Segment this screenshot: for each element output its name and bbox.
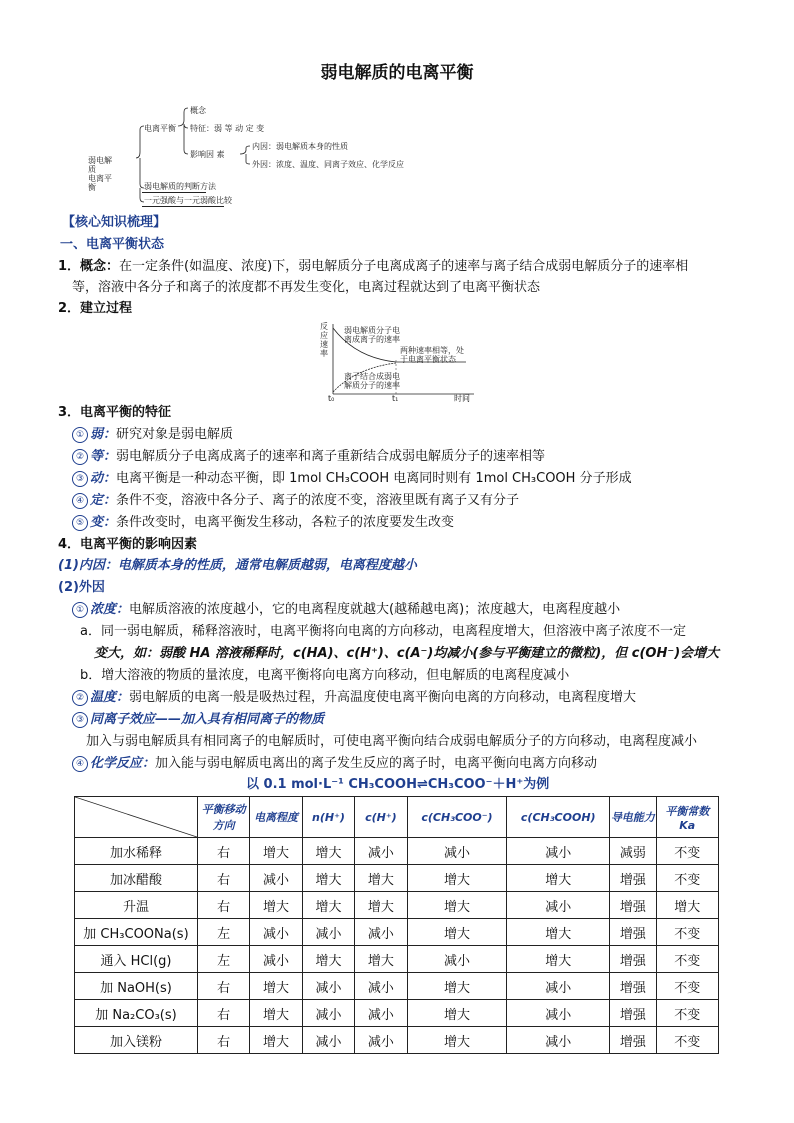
feature-4: ④ 定：条件不变，溶液中各分子、离子的浓度不变，溶液里既有离子又有分子 xyxy=(72,492,519,510)
dilution-line-b: b．增大溶液的物质的量浓度，电离平衡将向电离方向移动，但电解质的电离程度减小 xyxy=(80,668,570,683)
features-heading: 3．电离平衡的特征 xyxy=(58,405,172,420)
table-row xyxy=(75,1000,719,1027)
mind-map xyxy=(80,100,400,210)
table-cell: 减小 xyxy=(407,838,507,865)
mindmap-root: 弱电解质 电离平衡 xyxy=(88,156,112,192)
table-cell: 右 xyxy=(197,1027,249,1054)
table-cell: 减小 xyxy=(507,973,610,1000)
graph-curve1-label: 弱电解质分子电离成离子的速率 xyxy=(344,326,400,344)
table-cell: 不变 xyxy=(656,973,719,1000)
feature-3: ③ 动：电离平衡是一种动态平衡，即 1mol CH₃COOH 电离同时则有 1mol CH₃COOH 分子形成 xyxy=(72,470,632,488)
table-cell: 不变 xyxy=(656,865,719,892)
table-cell: 增大 xyxy=(407,865,507,892)
table-header: c(H⁺) xyxy=(355,797,407,838)
table-row xyxy=(75,1027,719,1054)
table-cell: 减小 xyxy=(507,838,610,865)
row-condition-cell: 加 Na₂CO₃(s) xyxy=(75,1000,198,1027)
graph-xlabel: 时间 xyxy=(454,394,470,403)
table-cell: 不变 xyxy=(656,946,719,973)
inner-factor: (1)内因：电解质本身的性质，通常电解质越弱，电离程度越小 xyxy=(58,558,417,573)
table-row xyxy=(75,973,719,1000)
table-cell: 增大 xyxy=(407,1000,507,1027)
table-row xyxy=(75,865,719,892)
table-cell: 减小 xyxy=(507,1000,610,1027)
mindmap-outer: 外因：浓度、温度、同离子效应、化学反应 xyxy=(252,160,404,169)
row-condition-cell: 通入 HCl(g) xyxy=(75,946,198,973)
table-cell: 增大 xyxy=(250,1027,302,1054)
table-header: 电离程度 xyxy=(250,797,302,838)
table-cell: 左 xyxy=(197,919,249,946)
reaction-line: ④ 化学反应：加入能与弱电解质电离出的离子发生反应的离子时，电离平衡向电离方向移动 xyxy=(72,755,597,773)
table-cell: 增大 xyxy=(656,892,719,919)
common-ion-line: ③ 同离子效应——加入具有相同离子的物质 xyxy=(72,711,324,729)
table-header: n(H⁺) xyxy=(302,797,354,838)
table-header: 导电能力 xyxy=(610,797,656,838)
table-header: c(CH₃COOH) xyxy=(507,797,610,838)
temperature-line: ② 温度：弱电解质的电离一般是吸热过程，升高温度使电离平衡向电离的方向移动，电离程度增大 xyxy=(72,689,636,707)
table-header: c(CH₃COO⁻) xyxy=(407,797,507,838)
table-cell: 减小 xyxy=(507,892,610,919)
table-caption: 以 0.1 mol·L⁻¹ CH₃COOH⇌CH₃COO⁻＋H⁺为例 xyxy=(246,777,550,792)
table-row xyxy=(75,838,719,865)
table-cell: 左 xyxy=(197,946,249,973)
table-cell: 不变 xyxy=(656,1027,719,1054)
page-title: 弱电解质的电离平衡 xyxy=(320,63,474,83)
table-corner-cell xyxy=(75,797,198,838)
table-cell: 增强 xyxy=(610,946,656,973)
table-cell: 增强 xyxy=(610,892,656,919)
graph-curve2-label: 离子结合成弱电解质分子的速率 xyxy=(344,372,400,390)
graph-ylabel: 反应速率 xyxy=(320,322,328,358)
table-cell: 增大 xyxy=(250,892,302,919)
table-cell: 减小 xyxy=(407,946,507,973)
table-header-row xyxy=(75,797,719,838)
table-cell: 不变 xyxy=(656,919,719,946)
row-condition-cell: 升温 xyxy=(75,892,198,919)
table-cell: 增大 xyxy=(407,973,507,1000)
equilibrium-table xyxy=(74,796,719,1054)
feature-5: ⑤ 变：条件改变时，电离平衡发生移动，各粒子的浓度要发生改变 xyxy=(72,514,454,532)
table-body xyxy=(75,838,719,1054)
row-condition-cell: 加 NaOH(s) xyxy=(75,973,198,1000)
table-cell: 增强 xyxy=(610,919,656,946)
table-cell: 右 xyxy=(197,892,249,919)
table-row xyxy=(75,946,719,973)
table-cell: 减小 xyxy=(250,919,302,946)
row-condition-cell: 加水稀释 xyxy=(75,838,198,865)
table-cell: 减小 xyxy=(355,1000,407,1027)
table-cell: 增大 xyxy=(250,973,302,1000)
graph-t0: t₀ xyxy=(328,394,335,403)
common-ion-desc: 加入与弱电解质具有相同离子的电解质时，可使电离平衡向结合成弱电解质分子的方向移动，电离程度减小 xyxy=(86,734,698,749)
table-cell: 增大 xyxy=(302,892,354,919)
table-cell: 增大 xyxy=(355,865,407,892)
table-cell: 减小 xyxy=(302,973,354,1000)
concept-line: 1．概念：在一定条件(如温度、浓度)下，弱电解质分子电离成离子的速率与离子结合成弱电解质分子的速率相 xyxy=(58,259,689,274)
table-cell: 增大 xyxy=(407,1027,507,1054)
mindmap-concept: 概念 xyxy=(190,106,206,115)
table-cell: 增大 xyxy=(407,919,507,946)
table-cell: 增大 xyxy=(507,946,610,973)
table-row xyxy=(75,919,719,946)
mindmap-factors: 影响因 素 xyxy=(190,150,225,159)
table-cell: 减小 xyxy=(302,1027,354,1054)
mindmap-compare: 一元强酸与一元弱酸比较 xyxy=(144,196,232,205)
table-cell: 减小 xyxy=(302,919,354,946)
core-header: 【核心知识梳理】 xyxy=(62,215,167,230)
concentration-line: ① 浓度：电解质溶液的浓度越小，它的电离程度就越大(越稀越电离)；浓度越大，电离程度越小 xyxy=(72,601,620,619)
section1-heading: 一、电离平衡状态 xyxy=(60,237,165,252)
table-cell: 增大 xyxy=(407,892,507,919)
table-cell: 减小 xyxy=(355,919,407,946)
row-condition-cell: 加入镁粉 xyxy=(75,1027,198,1054)
table-cell: 不变 xyxy=(656,838,719,865)
table-cell: 减小 xyxy=(250,865,302,892)
table-cell: 减小 xyxy=(250,946,302,973)
feature-1: ① 弱：研究对象是弱电解质 xyxy=(72,426,233,444)
table-cell: 增强 xyxy=(610,973,656,1000)
row-condition-cell: 加冰醋酸 xyxy=(75,865,198,892)
table-header: 平衡移动方向 xyxy=(197,797,249,838)
table-cell: 增大 xyxy=(507,919,610,946)
table-cell: 增大 xyxy=(250,1000,302,1027)
process-heading: 2．建立过程 xyxy=(58,301,133,316)
table-cell: 右 xyxy=(197,1000,249,1027)
table-cell: 右 xyxy=(197,838,249,865)
table-cell: 右 xyxy=(197,973,249,1000)
graph-eq-label: 两种速率相等，处于电离平衡状态 xyxy=(400,346,464,364)
table-cell: 增大 xyxy=(250,838,302,865)
dilution-line-a: a．同一弱电解质，稀释溶液时，电离平衡将向电离的方向移动，电离程度增大，但溶液中离子浓度不一定 xyxy=(80,624,686,639)
table-cell: 增大 xyxy=(302,838,354,865)
table-cell: 减小 xyxy=(302,1000,354,1027)
factors-heading: 4．电离平衡的影响因素 xyxy=(58,537,198,552)
mindmap-judgement: 弱电解质的判断方法 xyxy=(144,182,216,191)
table-header: 平衡常数 Ka xyxy=(656,797,719,838)
table-cell: 增大 xyxy=(507,865,610,892)
dilution-line-a-cont: 变大，如：弱酸 HA 溶液稀释时，c(HA)、c(H⁺)、c(A⁻)均减小(参与平衡建立的微粒)，但 c(OH⁻)会增大 xyxy=(94,646,720,661)
table-cell: 增大 xyxy=(355,946,407,973)
table-cell: 增强 xyxy=(610,1027,656,1054)
table-cell: 减小 xyxy=(355,973,407,1000)
table-cell: 右 xyxy=(197,865,249,892)
table-cell: 增强 xyxy=(610,865,656,892)
mindmap-feature: 特征：弱 等 动 定 变 xyxy=(190,124,265,133)
table-cell: 减小 xyxy=(355,1027,407,1054)
table-cell: 增大 xyxy=(302,946,354,973)
graph-t1: t₁ xyxy=(392,394,399,403)
table-cell: 减小 xyxy=(355,838,407,865)
table-cell: 增强 xyxy=(610,1000,656,1027)
table-cell: 不变 xyxy=(656,1000,719,1027)
table-cell: 减弱 xyxy=(610,838,656,865)
table-row xyxy=(75,892,719,919)
table-cell: 增大 xyxy=(355,892,407,919)
mindmap-branch-equilibrium: 电离平衡 xyxy=(144,124,176,133)
outer-factor: (2)外因 xyxy=(58,580,105,595)
mindmap-inner: 内因：弱电解质本身的性质 xyxy=(252,142,348,151)
concept-line-cont: 等，溶液中各分子和离子的浓度都不再发生变化，电离过程就达到了电离平衡状态 xyxy=(72,280,541,295)
feature-2: ② 等：弱电解质分子电离成离子的速率和离子重新结合成弱电解质分子的速率相等 xyxy=(72,448,545,466)
table-cell: 增大 xyxy=(302,865,354,892)
row-condition-cell: 加 CH₃COONa(s) xyxy=(75,919,198,946)
table-cell: 减小 xyxy=(507,1027,610,1054)
